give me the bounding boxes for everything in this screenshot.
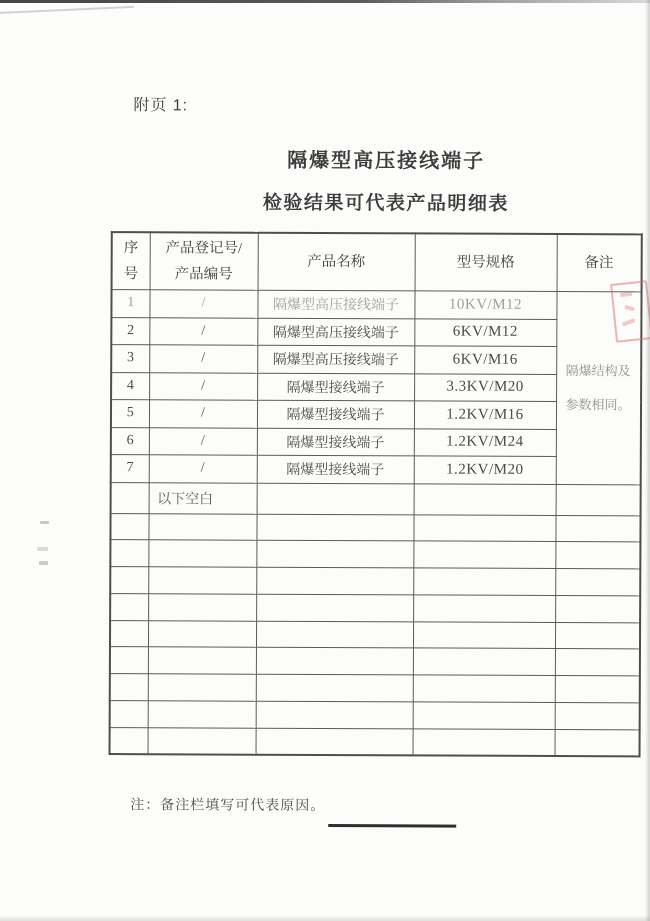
empty-cell bbox=[110, 567, 148, 594]
cell-serial: 6 bbox=[111, 427, 149, 455]
cell-product-name: 隔爆型高压接线端子 bbox=[257, 345, 414, 373]
empty-cell bbox=[148, 647, 256, 674]
cell-serial: 4 bbox=[111, 372, 149, 400]
cell-model-spec bbox=[414, 483, 556, 515]
cell-serial: 7 bbox=[111, 455, 149, 483]
empty-cell bbox=[148, 701, 256, 728]
empty-row bbox=[110, 593, 640, 622]
empty-cell bbox=[413, 514, 555, 541]
cell-serial: 1 bbox=[111, 290, 149, 318]
empty-cell bbox=[413, 729, 555, 756]
empty-cell bbox=[148, 620, 256, 647]
cell-serial bbox=[111, 482, 149, 513]
empty-cell bbox=[256, 514, 413, 541]
empty-cell bbox=[555, 569, 640, 596]
empty-cell bbox=[555, 729, 640, 756]
product-table-header bbox=[112, 232, 642, 292]
empty-cell bbox=[256, 621, 413, 648]
scan-artifact-mark bbox=[40, 521, 49, 524]
cell-model-spec: 10KV/M12 bbox=[414, 291, 556, 319]
empty-cell bbox=[555, 703, 640, 730]
scan-right-shadow bbox=[645, 0, 650, 921]
empty-cell bbox=[110, 727, 148, 754]
empty-cell bbox=[148, 728, 256, 755]
empty-cell bbox=[256, 648, 413, 675]
column-header-remark: 备注 bbox=[557, 234, 642, 292]
empty-cell bbox=[555, 676, 640, 703]
cell-product-name: 隔爆型高压接线端子 bbox=[257, 290, 414, 318]
empty-cell bbox=[256, 567, 413, 594]
cell-registration: / bbox=[149, 455, 257, 483]
underline-mark bbox=[328, 824, 456, 828]
footnote: 注：备注栏填写可代表原因。 bbox=[130, 798, 326, 815]
cell-model-spec: 3.3KV/M20 bbox=[414, 373, 556, 401]
cell-product-name: 隔爆型高压接线端子 bbox=[257, 318, 414, 346]
cell-model-spec: 1.2KV/M20 bbox=[414, 456, 556, 484]
scan-top-edge bbox=[0, 0, 650, 3]
empty-cell bbox=[110, 674, 148, 701]
cell-product-name: 隔爆型接线端子 bbox=[257, 400, 414, 428]
empty-cell bbox=[148, 540, 256, 567]
cell-registration: / bbox=[149, 427, 257, 455]
empty-cell bbox=[413, 541, 555, 568]
empty-row bbox=[110, 540, 640, 569]
cell-model-spec: 1.2KV/M24 bbox=[414, 428, 556, 456]
cell-product-name: 隔爆型接线端子 bbox=[257, 373, 414, 401]
empty-cell bbox=[110, 513, 148, 540]
product-table bbox=[109, 231, 643, 757]
scan-artifact-mark bbox=[37, 547, 48, 551]
empty-cell bbox=[148, 513, 256, 540]
cell-product-name: 隔爆型接线端子 bbox=[257, 428, 414, 456]
empty-cell bbox=[256, 728, 413, 755]
cell-registration: / bbox=[149, 372, 257, 400]
empty-cell bbox=[413, 702, 555, 729]
empty-cell bbox=[110, 701, 148, 728]
table-row bbox=[111, 290, 641, 320]
empty-cell bbox=[256, 540, 413, 567]
empty-cell bbox=[110, 647, 148, 674]
cell-remark bbox=[556, 484, 641, 515]
empty-cell bbox=[555, 515, 640, 542]
empty-cell bbox=[555, 622, 640, 649]
cell-registration: / bbox=[149, 400, 257, 428]
scan-bottom-shadow bbox=[0, 915, 650, 921]
scan-artifact-mark bbox=[39, 561, 48, 565]
empty-cell bbox=[256, 674, 413, 701]
cell-serial: 3 bbox=[111, 345, 149, 373]
empty-row bbox=[110, 620, 640, 649]
empty-row bbox=[110, 701, 640, 730]
column-header-name: 产品名称 bbox=[258, 233, 415, 291]
header-row bbox=[112, 232, 642, 292]
cell-model-spec: 6KV/M16 bbox=[414, 346, 556, 374]
empty-cell bbox=[413, 568, 555, 595]
column-header-reg: 产品登记号/产品编号 bbox=[150, 232, 258, 290]
empty-row bbox=[110, 513, 640, 542]
cell-product-name: 隔爆型接线端子 bbox=[257, 455, 414, 483]
cell-product-name bbox=[257, 483, 414, 515]
empty-cell bbox=[256, 594, 413, 621]
cell-registration: / bbox=[149, 345, 257, 373]
column-header-spec: 型号规格 bbox=[415, 233, 557, 291]
attachment-label: 附页 1: bbox=[133, 97, 189, 115]
empty-cell bbox=[110, 593, 148, 620]
empty-cell bbox=[555, 595, 640, 622]
empty-cell bbox=[555, 542, 640, 569]
product-table-body bbox=[110, 290, 642, 757]
empty-row bbox=[110, 674, 640, 703]
empty-row bbox=[110, 567, 640, 596]
empty-row bbox=[110, 647, 640, 676]
empty-cell bbox=[413, 622, 555, 649]
document-subtitle: 检验结果可代表产品明细表 bbox=[262, 192, 509, 215]
empty-cell bbox=[555, 649, 640, 676]
empty-cell bbox=[110, 540, 148, 567]
empty-cell bbox=[148, 567, 256, 594]
empty-cell bbox=[148, 674, 256, 701]
column-header-no: 序号 bbox=[112, 232, 150, 290]
cell-serial: 2 bbox=[111, 317, 149, 345]
cell-serial: 5 bbox=[111, 400, 149, 428]
cell-registration: / bbox=[149, 317, 257, 345]
empty-cell bbox=[148, 594, 256, 621]
empty-cell bbox=[413, 675, 555, 702]
empty-row bbox=[110, 727, 640, 756]
blank-below-row bbox=[111, 482, 641, 515]
red-stamp-fragment bbox=[610, 280, 650, 343]
cell-model-spec: 1.2KV/M16 bbox=[414, 401, 556, 429]
remark-merged-cell: 隔爆结构及参数相同。 bbox=[556, 292, 642, 485]
empty-cell bbox=[110, 620, 148, 647]
blank-below-label: 以下空白 bbox=[149, 482, 257, 513]
document-title: 隔爆型高压接线端子 bbox=[287, 149, 486, 173]
product-table-container bbox=[109, 231, 643, 757]
cell-model-spec: 6KV/M12 bbox=[414, 318, 556, 346]
empty-cell bbox=[413, 595, 555, 622]
empty-cell bbox=[413, 648, 555, 675]
empty-cell bbox=[256, 701, 413, 728]
cell-registration: / bbox=[149, 290, 257, 318]
